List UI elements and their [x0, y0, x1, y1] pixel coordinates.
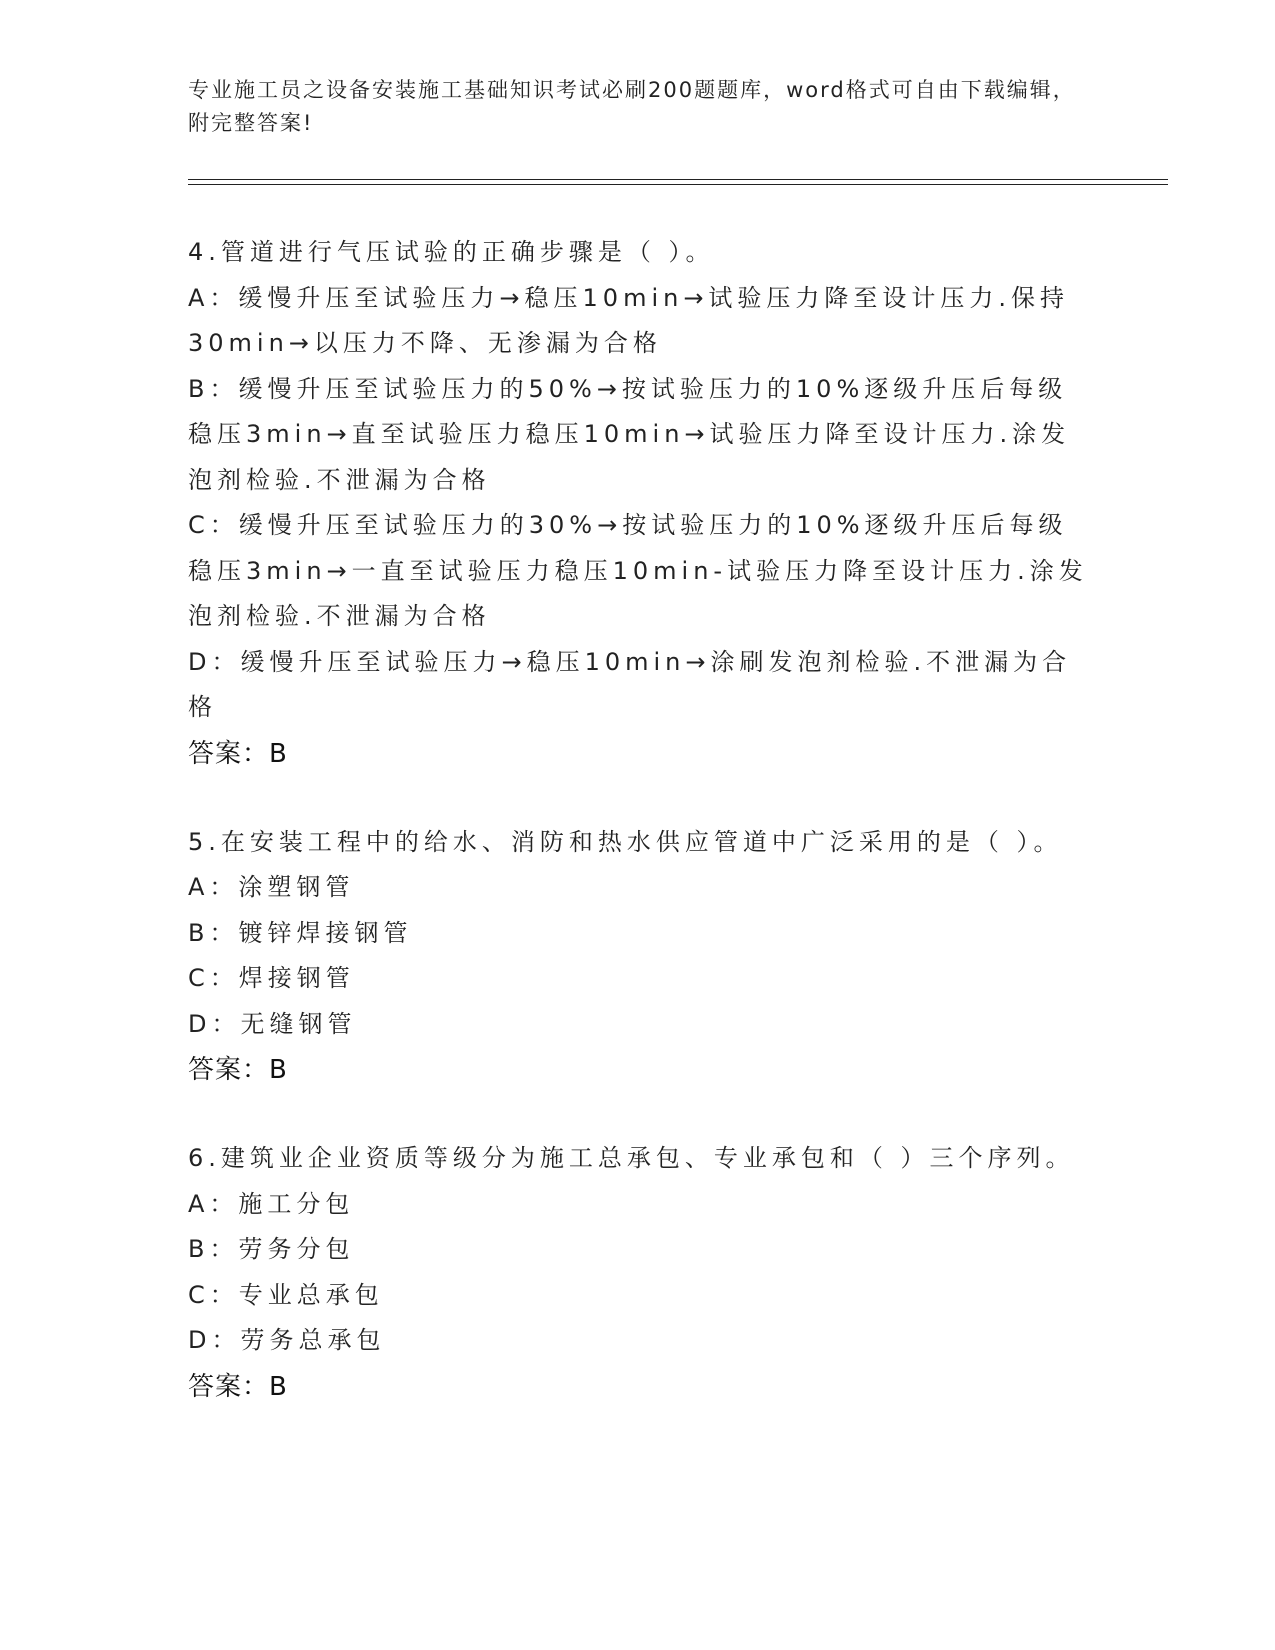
- question-5: [188, 820, 1088, 1094]
- option-b: B：缓慢升压至试验压力的50%→按试验压力的10%逐级升压后每级稳压3min→直至试验压力稳压10min→试验压力降至设计压力.涂发泡剂检验.不泄漏为合格: [188, 374, 1071, 494]
- answer: 答案：B: [188, 738, 288, 769]
- option-a: A：施工分包: [188, 1189, 355, 1218]
- question-4: [188, 230, 1088, 777]
- option-a: A：涂塑钢管: [188, 873, 355, 901]
- option-c: C：焊接钢管: [188, 964, 355, 992]
- question-list: [188, 230, 1088, 1453]
- option-c: C：缓慢升压至试验压力的30%→按试验压力的10%逐级升压后每级稳压3min→一直至试验压力稳压10min-试验压力降至设计压力.涂发泡剂检验.不泄漏为合格: [188, 511, 1088, 630]
- header-rule-bottom: [188, 184, 1168, 185]
- option-d: D：劳务总承包: [188, 1326, 386, 1354]
- option-b: B：镀锌焊接钢管: [188, 918, 413, 947]
- option-c: C：专业总承包: [188, 1280, 384, 1309]
- question-6: [188, 1136, 1088, 1410]
- answer: 答案：B: [188, 1055, 288, 1085]
- question-stem: 5.在安装工程中的给水、消防和热水供应管道中广泛采用的是（ ）。: [188, 827, 1063, 856]
- answer: 答案：B: [188, 1371, 288, 1402]
- option-b: B：劳务分包: [188, 1235, 355, 1263]
- option-a: A：缓慢升压至试验压力→稳压10min→试验压力降至设计压力.保持30min→以压力不降、无渗漏为合格: [188, 283, 1070, 357]
- option-d: D：缓慢升压至试验压力→稳压10min→涂刷发泡剂检验.不泄漏为合格: [188, 647, 1072, 721]
- document-header: 专业施工员之设备安装施工基础知识考试必刷200题题库，word格式可自由下载编辑，附完整答案!: [188, 78, 1076, 135]
- question-stem: 4.管道进行气压试验的正确步骤是（ ）。: [188, 238, 715, 266]
- question-stem: 6.建筑业企业资质等级分为施工总承包、专业承包和（ ）三个序列。: [188, 1144, 1075, 1172]
- option-d: D：无缝钢管: [188, 1009, 357, 1038]
- header-rule-top: [188, 179, 1168, 180]
